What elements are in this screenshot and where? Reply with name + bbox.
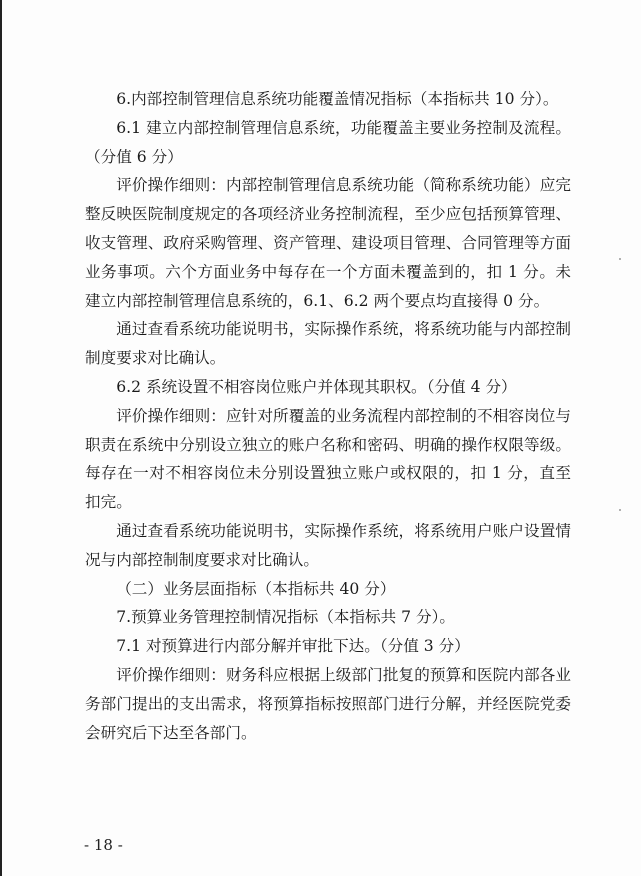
scan-edge [0,0,2,876]
paragraph-6-2-method: 通过查看系统功能说明书，实际操作系统，将系统用户账户设置情况与内部控制制度要求对比确认。 [85,521,571,569]
paragraph-7-1-rules: 评价操作细则：财务科应根据上级部门批复的预算和医院内部各业务部门提出的支出需求，将预算指标按照部门进行分解，并经医院党委会研究后下达至各部门。 [85,665,571,742]
paragraph-6-2-rules: 评价操作细则：应针对所覆盖的业务流程内部控制的不相容岗位与职责在系统中分别设立独立的账户名称和密码、明确的操作权限等级。每存在一对不相容岗位未分别设置独立账户或权限的，扣 1 分，直至扣完。 [85,406,571,512]
page-number: - 18 - [84,836,123,854]
document-body [85,85,571,747]
paragraph-7-1-heading: 7.1 对预算进行内部分解并审批下达。（分值 3 分） [116,637,470,656]
scan-speck [619,509,621,511]
paragraph-business-level-heading: （二）业务层面指标（本指标共 40 分） [116,579,396,598]
paragraph-6-2-heading: 6.2 系统设置不相容岗位账户并体现其职权。（分值 4 分） [116,377,517,396]
paragraph-section-6-title: 6.内部控制管理信息系统功能覆盖情况指标（本指标共 10 分）。 [116,90,559,108]
paragraph-6-1-heading: 6.1 建立内部控制管理信息系统，功能覆盖主要业务控制及流程。（分值 6 分） [85,118,571,166]
paragraph-6-1-rules: 评价操作细则：内部控制管理信息系统功能（简称系统功能）应完整反映医院制度规定的各项经济业务控制流程，至少应包括预算管理、收支管理、政府采购管理、资产管理、建设项目管理、合同管理等方面业务事项。六个方面业务中每存在一个方面未覆盖到的，扣 1 分。未建立内部控制管理信息系统的，6.1、6.2 两个要点均直接得 0 分。 [85,176,571,310]
paragraph-section-7-title: 7.预算业务管理控制情况指标（本指标共 7 分）。 [116,608,455,627]
paragraph-6-1-method: 通过查看系统功能说明书，实际操作系统，将系统功能与内部控制制度要求对比确认。 [85,320,571,368]
scan-speck [619,258,621,260]
